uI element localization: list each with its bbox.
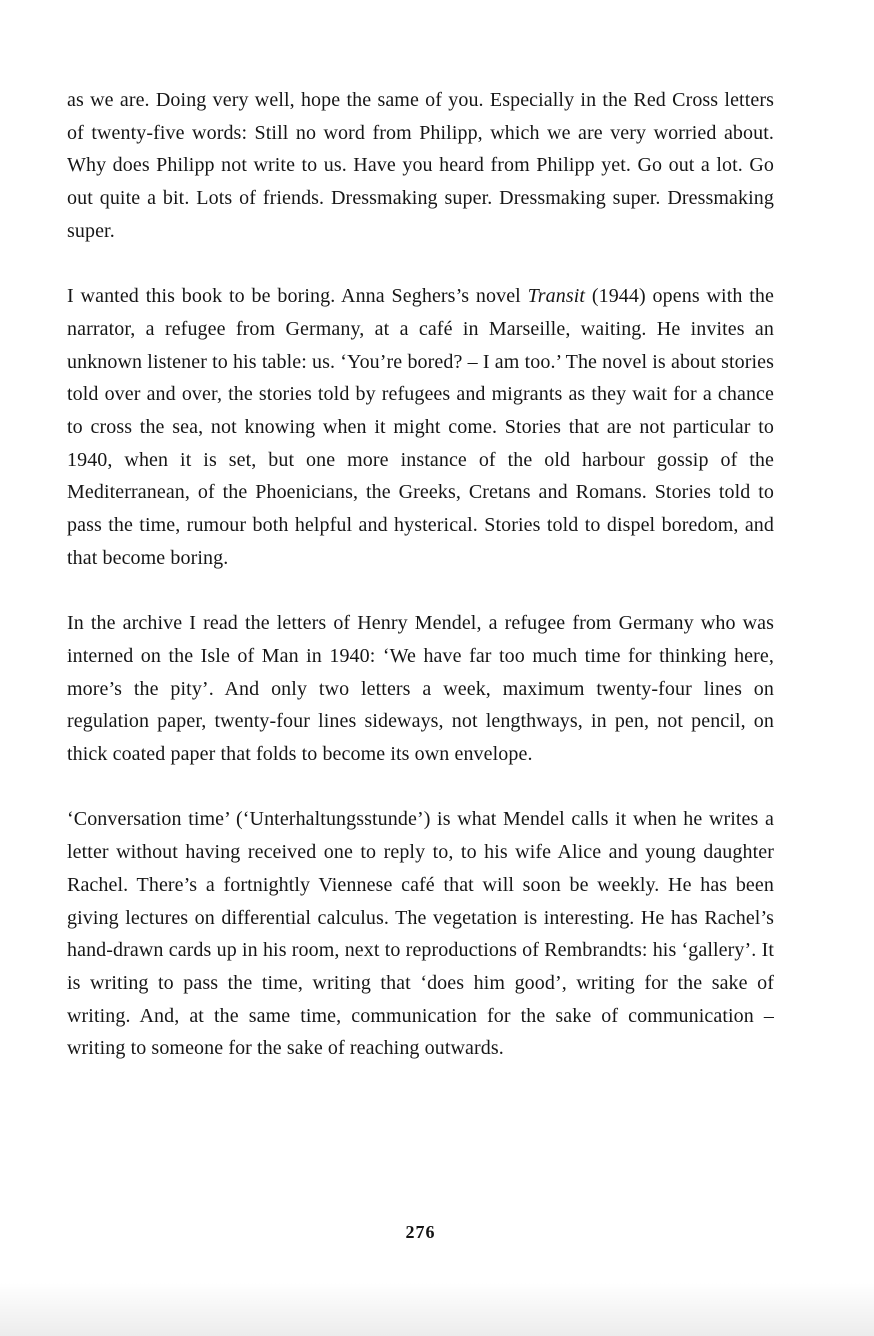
paragraph	[67, 280, 774, 574]
paragraph-text: (1944) opens with the narrator, a refugee from Germany, at a café in Marseille, waiting. He invites an unknown listener to his table: us. ‘You’re bored? – I am too.’ The novel is about stories told over and over, the stories told by refugees and migrants as they wait for a chance to cross the sea, not knowing when it might come. Stories that are not particular to 1940, when it is set, but one more instance of the old harbour gossip of the Mediterranean, of the Phoenicians, the Greeks, Cretans and Romans. Stories told to pass the time, rumour both helpful and hysterical. Stories told to dispel boredom, and that become boring.	[67, 285, 775, 569]
paragraph-text: ‘Conversation time’ (‘Unterhaltungsstunde’) is what Mendel calls it when he writes a letter without having received one to reply to, to his wife Alice and young daughter Rachel. There’s a fortnightly Viennese café that will soon be weekly. He has been giving lectures on differential calculus. The vegetation is interesting. He has Rachel’s hand-drawn cards up in his room, next to reproductions of Rembrandts: his ‘gallery’. It is writing to pass the time, writing that ‘does him good’, writing for the sake of writing. And, at the same time, communication for the sake of communication – writing to someone for the sake of reaching outwards.	[67, 808, 774, 1060]
paragraph-text: as we are. Doing very well, hope the same of you. Especially in the Red Cross letters of twenty-five words: Still no word from Philipp, which we are very worried about. Why does Philipp not write to us. Have you heard from Philipp yet. Go out a lot. Go out quite a bit. Lots of friends. Dressmaking super. Dressmaking super. Dressmaking super.	[67, 89, 774, 242]
body-text	[67, 84, 774, 1065]
paragraph	[67, 803, 774, 1065]
paragraph	[67, 607, 774, 771]
paragraph-text: I wanted this book to be boring. Anna Seghers’s novel	[67, 285, 528, 308]
book-title-italic: Transit	[527, 285, 586, 308]
paragraph-text: In the archive I read the letters of Henry Mendel, a refugee from Germany who was interned on the Isle of Man in 1940: ‘We have far too much time for thinking here, more’s the pity’. And only two letters a week, maximum twenty-four lines on regulation paper, twenty-four lines sideways, not lengthways, in pen, not pencil, on thick coated paper that folds to become its own envelope.	[67, 612, 774, 766]
page-edge-shadow	[0, 1282, 874, 1336]
page-number: 276	[405, 1222, 436, 1242]
paragraph	[67, 84, 774, 248]
